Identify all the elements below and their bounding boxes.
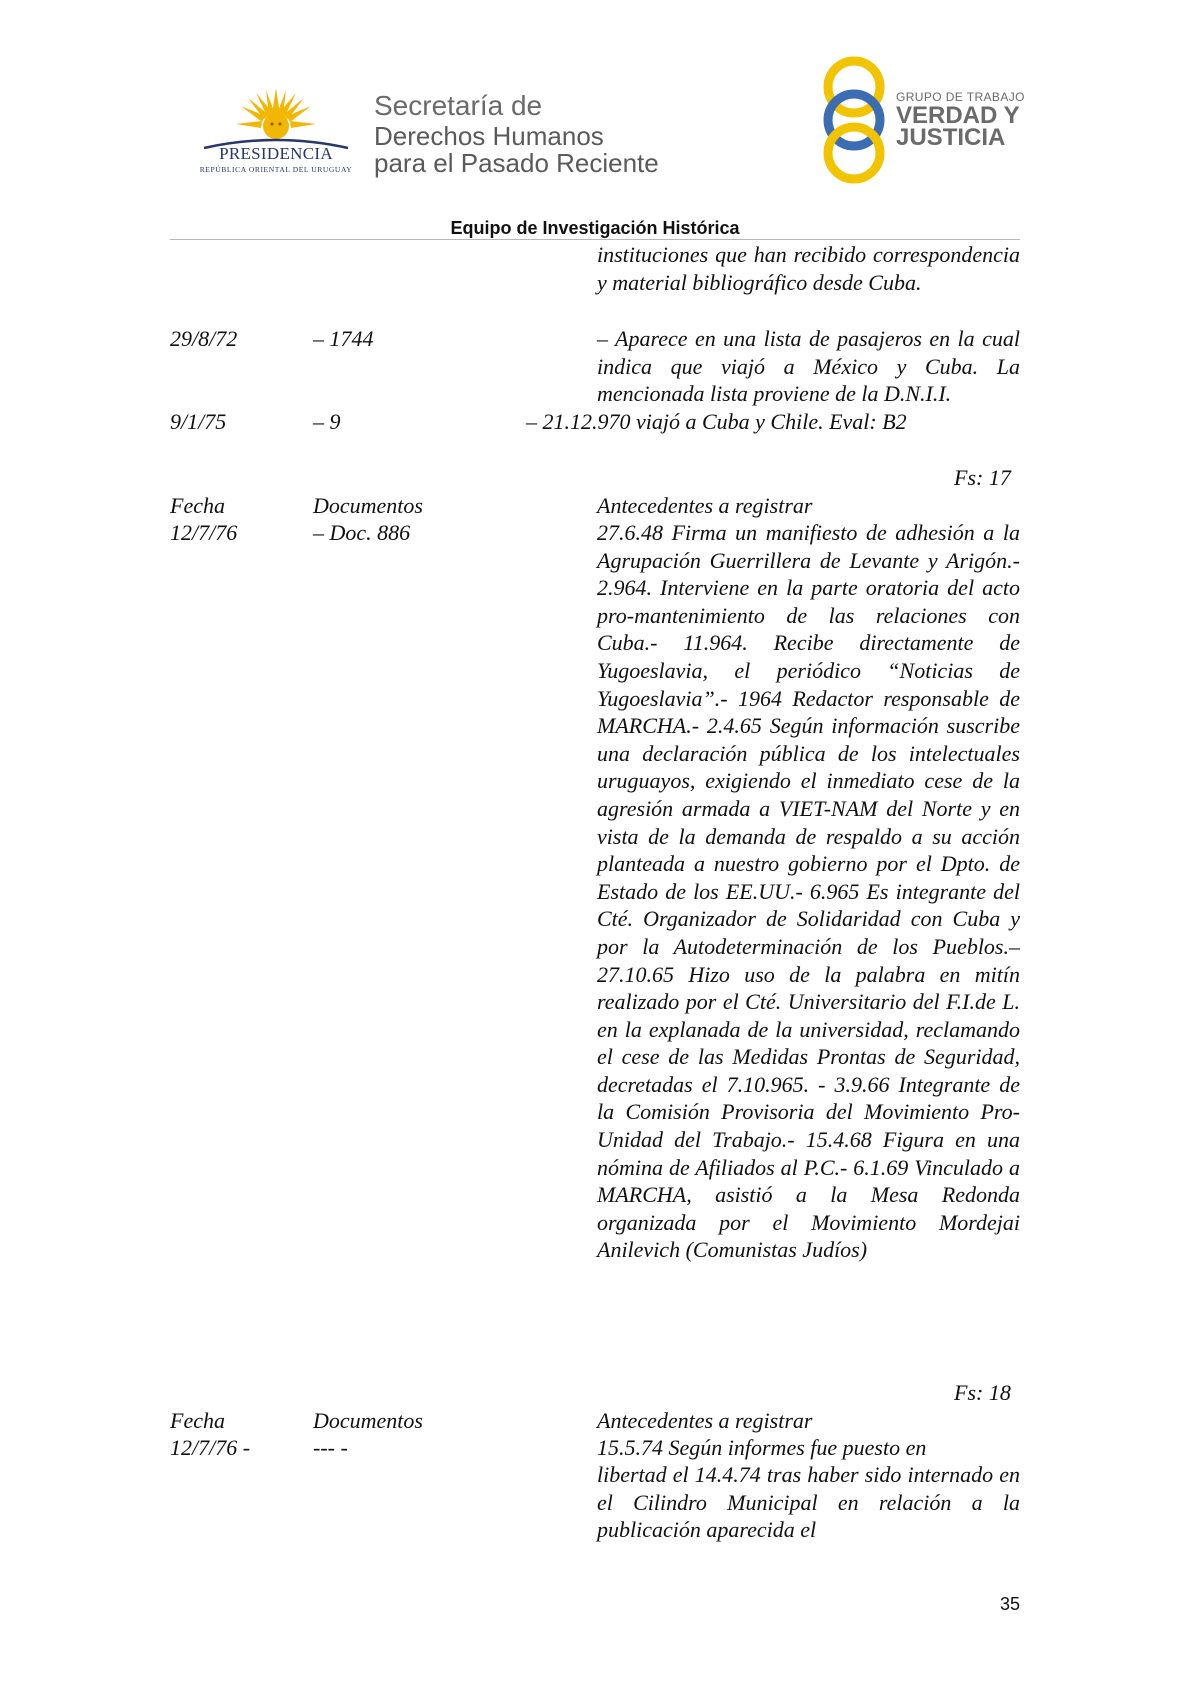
header-divider [170, 239, 1020, 240]
row-doc: --- - [313, 1435, 348, 1460]
column-header-documentos: Documentos [313, 1408, 423, 1433]
presidencia-sublabel: REPÚBLICA ORIENTAL DEL URUGUAY [199, 165, 353, 174]
row-text: – Aparece en una lista de pasajeros en la cual indica que viajó a México y Cuba. La mencionada lista proviene de la D.N.I.I. [597, 326, 1020, 407]
page-number: 35 [1000, 1594, 1021, 1614]
row-text: 27.6.48 Firma un manifiesto de adhesión a la Agrupación Guerrillera de Levante y Arigón.- 2.964. Interviene en la parte oratoria del acto pro-mantenimiento de las relaciones con Cuba.- 11.964. Recibe directamente de Yugoeslavia, el periódico “Noticias de Yugoeslavia”.- 1964 Redactor responsable de MARCHA.- 2.4.65 Según información suscribe una declaración pública de los intelectuales uruguayos, exigiendo el inmediato cese de la agresión armada a VIET-NAM del Norte y en vista de la demanda de respaldo a su acción planteada a nuestro gobierno por el Dpto. de Estado de los EE.UU.- 6.965 Es integrante del Cté. Organizador de Solidaridad con Cuba y por la Autodeterminación de los Pueblos.– 27.10.65 Hizo uso de la palabra en mitín realizado por el Cté. Universitario del F.I.de L. en la explanada de la universidad, reclamando el cese de las Medidas Prontas de Seguridad, decretadas el 7.10.965. - 3.9.66 Integrante de la Comisión Provisoria del Movimiento Pro-Unidad del Trabajo.- 15.4.68 Figura en una nómina de Afiliados al P.C.- 6.1.69 Vinculado a MARCHA, asistió a la Mesa Redonda organizada por el Movimiento Mordejai Anilevich (Comunistas Judíos) [597, 520, 1020, 1263]
verdad-justicia-rings-logo [818, 55, 890, 185]
team-title: Equipo de Investigación Histórica [450, 218, 740, 238]
folio-number: Fs: 18 [954, 1380, 1011, 1405]
secretaria-line-1: Secretaría de [374, 90, 543, 121]
verdad-label: VERDAD Y [896, 102, 1020, 129]
column-header-fecha: Fecha [170, 1408, 225, 1433]
secretaria-line-2: Derechos Humanos [374, 121, 604, 151]
row-date: 29/8/72 [170, 326, 238, 351]
row-date: 12/7/76 [170, 520, 238, 545]
row-text-first-line: 15.5.74 Según informes fue puesto en [597, 1435, 927, 1460]
row-text: – 21.12.970 viajó a Cuba y Chile. Eval: B2 [526, 409, 907, 434]
presidencia-label: PRESIDENCIA [219, 144, 333, 163]
row-text: libertad el 14.4.74 tras haber sido internado en el Cilindro Municipal en relación a la publicación aparecida el [597, 1462, 1020, 1543]
column-header-antecedentes: Antecedentes a registrar [597, 493, 813, 518]
row-date: 9/1/75 [170, 409, 227, 434]
justicia-label: JUSTICIA [896, 124, 1006, 151]
column-header-documentos: Documentos [313, 493, 423, 518]
row-doc: – 1744 [313, 326, 374, 351]
row-doc: – Doc. 886 [313, 520, 411, 545]
folio-number: Fs: 17 [954, 465, 1011, 490]
grupo-trabajo-label: GRUPO DE TRABAJO [896, 90, 1025, 104]
column-header-fecha: Fecha [170, 493, 225, 518]
row-date: 12/7/76 - [170, 1435, 251, 1460]
column-header-antecedentes: Antecedentes a registrar [597, 1408, 813, 1433]
row-doc: – 9 [313, 409, 341, 434]
continued-text: instituciones que han recibido correspondencia y material bibliográfico desde Cuba. [597, 242, 1020, 295]
secretaria-line-3: para el Pasado Reciente [374, 148, 659, 178]
